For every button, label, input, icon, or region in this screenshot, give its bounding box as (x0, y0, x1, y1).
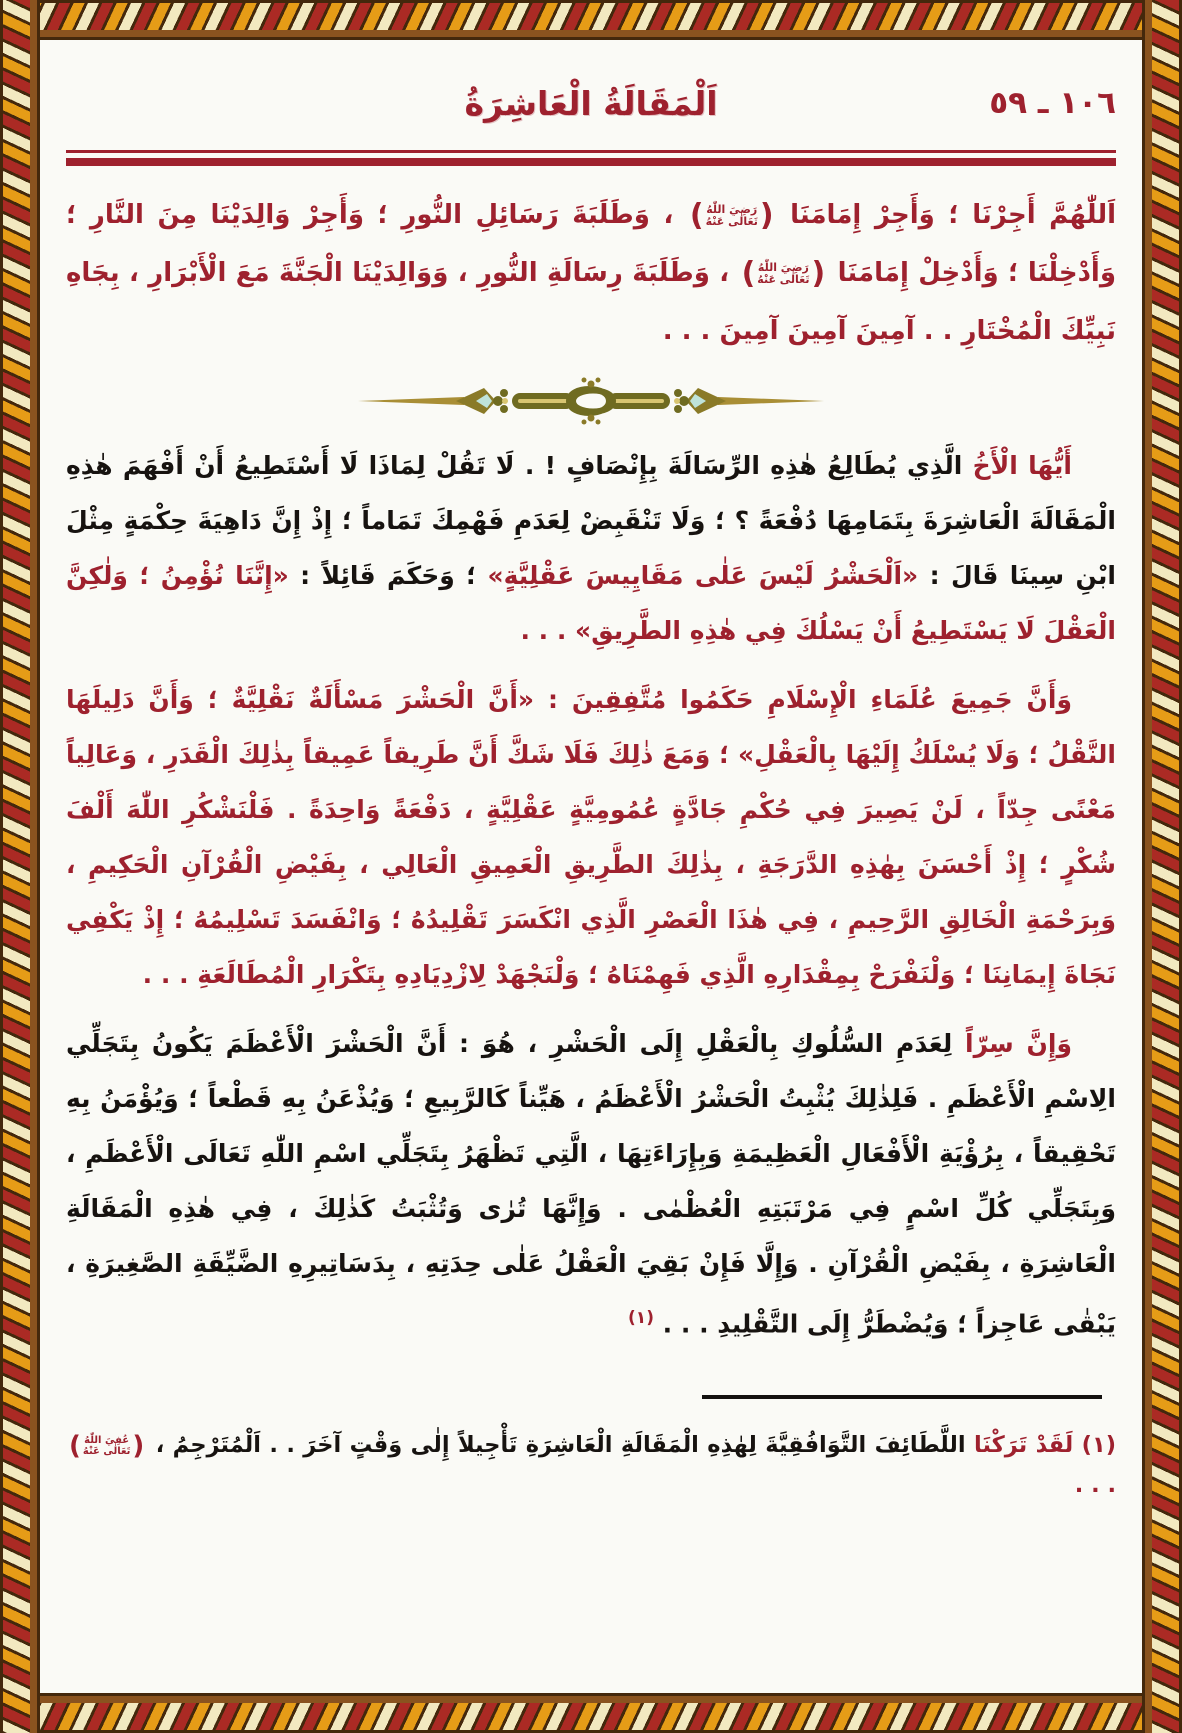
dua-segment: ، وَطَلَبَةَ رِسَالَةِ النُّورِ ، وَوَالِدَيْنَا الْجَنَّةَ مَعَ الْأَبْرَارِ ، بِجَاهِ نَبِيِّكَ الْمُخْتَارِ . . آمِينَ آمِينَ آمِينَ . . . (66, 258, 1116, 346)
text-black: ؛ وَحَكَمَ قَائِلاً : (288, 561, 477, 590)
header-rule (66, 150, 1116, 166)
text-red: وَإِنَّ سِرّاً (965, 1029, 1072, 1058)
text-red: أَيُّهَا الْأَخُ (972, 451, 1072, 480)
page-content (40, 40, 1142, 1693)
quote-ibn-sina: «اَلْحَشْرُ لَيْسَ عَلٰى مَقَايِيسَ عَقْلِيَّةٍ» (487, 561, 919, 590)
honorific-seal-icon: ( رَضِيَ اللّٰهُ تَعَالٰى عَنْهُ ) (741, 255, 826, 291)
text-black: لِعَدَمِ السُّلُوكِ بِالْعَقْلِ إِلَى الْحَشْرِ ، هُوَ : أَنَّ الْحَشْرَ الْأَعْظَمَ يَكُونُ بِتَجَلِّي الِاسْمِ الْأَعْظَمِ . فَلِذٰلِكَ يُثْبِتُ الْحَشْرُ الْأَعْظَمُ ، هَيِّناً كَالرَّبِيعِ ؛ وَيُذْعَنُ بِهِ قَطْعاً ؛ وَيُؤْمَنُ بِهِ تَحْقِيقاً ، بِرُؤْيَةِ الْأَفْعَالِ الْعَظِيمَةِ وَبِإِرَاءَتِهَا ، الَّتِي تَظْهَرُ بِتَجَلِّي اسْمِ اللّٰهِ تَعَالَى الْأَعْظَمِ ، وَبِتَجَلِّي كُلِّ اسْمٍ فِي مَرْتَبَتِهِ الْعُظْمٰى . وَإِنَّهَا تُرٰى وَتُثْبَتُ كَذٰلِكَ ، فِي هٰذِهِ الْمَقَالَةِ الْعَاشِرَةِ ، بِفَيْضِ الْقُرْآنِ . وَإِلَّا فَإِنْ بَقِيَ الْعَقْلُ عَلٰى حِدَتِهِ ، بِدَسَاتِيرِهِ الضَّيِّقَةِ الصَّغِيرَةِ ، يَبْقٰى عَاجِزاً ؛ وَيُضْطَرُّ إِلَى التَّقْلِيدِ . . . (66, 1029, 1116, 1339)
divider-ornament-icon (356, 372, 826, 430)
paragraph-dua (66, 186, 1116, 360)
page-header (66, 66, 1116, 140)
footnote (66, 1425, 1116, 1505)
ornate-border-top (0, 0, 1182, 40)
footnote-block (66, 1395, 1116, 1505)
footnote-lead: (١) لَقَدْ تَرَكْنَا (974, 1432, 1116, 1459)
quote-ibn-sina-2: «إِنَّنَا نُؤْمِنُ ؛ وَلٰكِنَّ الْعَقْلَ لَا يَسْتَطِيعُ أَنْ يَسْلُكَ فِي هٰذِهِ الطَّرِيقِ» . . . (66, 561, 1116, 645)
paragraph-address (66, 438, 1116, 658)
header-rule-thick (66, 158, 1116, 166)
paragraph-scholars: وَأَنَّ جَمِيعَ عُلَمَاءِ الْإِسْلَامِ حَكَمُوا مُتَّفِقِينَ : «أَنَّ الْحَشْرَ مَسْأَلَةٌ نَقْلِيَّةٌ ؛ وَأَنَّ دَلِيلَهَا النَّقْلُ ؛ وَلَا يُسْلَكُ إِلَيْهَا بِالْعَقْلِ» ؛ وَمَعَ ذٰلِكَ فَلَا شَكَّ أَنَّ طَرِيقاً عَمِيقاً بِذٰلِكَ الْقَدَرِ ، وَعَالِياً مَعْنًى جِدّاً ، لَنْ يَصِيرَ فِي حُكْمِ جَادَّةٍ عُمُومِيَّةٍ عَقْلِيَّةٍ ، دَفْعَةً وَاحِدَةً . فَلْنَشْكُرِ اللّٰهَ أَلْفَ شُكْرٍ ؛ إِذْ أَحْسَنَ بِهٰذِهِ الدَّرَجَةِ ، بِذٰلِكَ الطَّرِيقِ الْعَمِيقِ الْعَالِي ، بِفَيْضِ الْقُرْآنِ الْحَكِيمِ ، وَبِرَحْمَةِ الْخَالِقِ الرَّحِيمِ ، فِي هٰذَا الْعَصْرِ الَّذِي انْكَسَرَ تَقْلِيدُهُ ؛ وَانْفَسَدَ تَسْلِيمُهُ ؛ إِذْ يَكْفِي نَجَاةَ إِيمَانِنَا ؛ وَلْنَفْرَحْ بِمِقْدَارِهِ الَّذِي فَهِمْنَاهُ ؛ وَلْنَجْهَدْ لِازْدِيَادِهِ بِتَكْرَارِ الْمُطَالَعَةِ . . . (66, 685, 1116, 989)
translator-seal-icon: ( عُفِيَ اللّٰهُ تَعَالٰى عَنْهُ ) (69, 1430, 145, 1461)
dua-segment: ، وَطَلَبَةَ رَسَائِلِ النُّورِ ؛ وَأَجِرْ وَالِدَيْنَا مِنَ النَّارِ ؛ وَأَدْخِلْنَا ؛ وَأَدْخِلْ إِمَامَنَا (66, 200, 1116, 288)
paragraph-secret (66, 1016, 1116, 1351)
honorific-seal-icon: ( رَضِيَ اللّٰهُ تَعَالٰى عَنْهُ ) (689, 197, 774, 233)
ornate-border-left (0, 0, 40, 1733)
footnote-marker: (١) (628, 1308, 654, 1328)
footnote-separator (702, 1395, 1102, 1399)
page-number: ١٠٦ ـ ٥٩ (989, 85, 1116, 121)
section-divider (66, 372, 1116, 430)
footnote-text: اللَّطَائِفَ التَّوَافُقِيَّةَ لِهٰذِهِ الْمَقَالَةِ الْعَاشِرَةِ تَأْجِيلاً إِلٰى وَقْتٍ آخَرَ . . اَلْمُتَرْجِمُ ، (147, 1432, 966, 1459)
page-title: اَلْمَقَالَةُ الْعَاشِرَةُ (464, 83, 718, 123)
text-black: الَّذِي يُطَالِعُ هٰذِهِ الرِّسَالَةَ بِإِنْصَافٍ ! . لَا تَقُلْ لِمَاذَا لَا أَسْتَطِيعُ أَنْ أَفْهَمَ هٰذِهِ الْمَقَالَةَ الْعَاشِرَةَ بِتَمَامِهَا دُفْعَةً ؟ ؛ وَلَا تَنْقَبِضْ لِعَدَمِ فَهْمِكَ تَمَاماً ؛ إِذْ إِنَّ دَاهِيَةَ حِكْمَةٍ مِثْلَ ابْنِ سِينَا قَالَ : (66, 451, 1116, 590)
ornate-border-bottom (0, 1693, 1182, 1733)
header-rule-thin (66, 150, 1116, 153)
footnote-tail: . . . (1074, 1472, 1116, 1499)
ornate-border-right (1142, 0, 1182, 1733)
dua-segment: اَللّٰهُمَّ أَجِرْنَا ؛ وَأَجِرْ إِمَامَنَا (790, 200, 1116, 230)
